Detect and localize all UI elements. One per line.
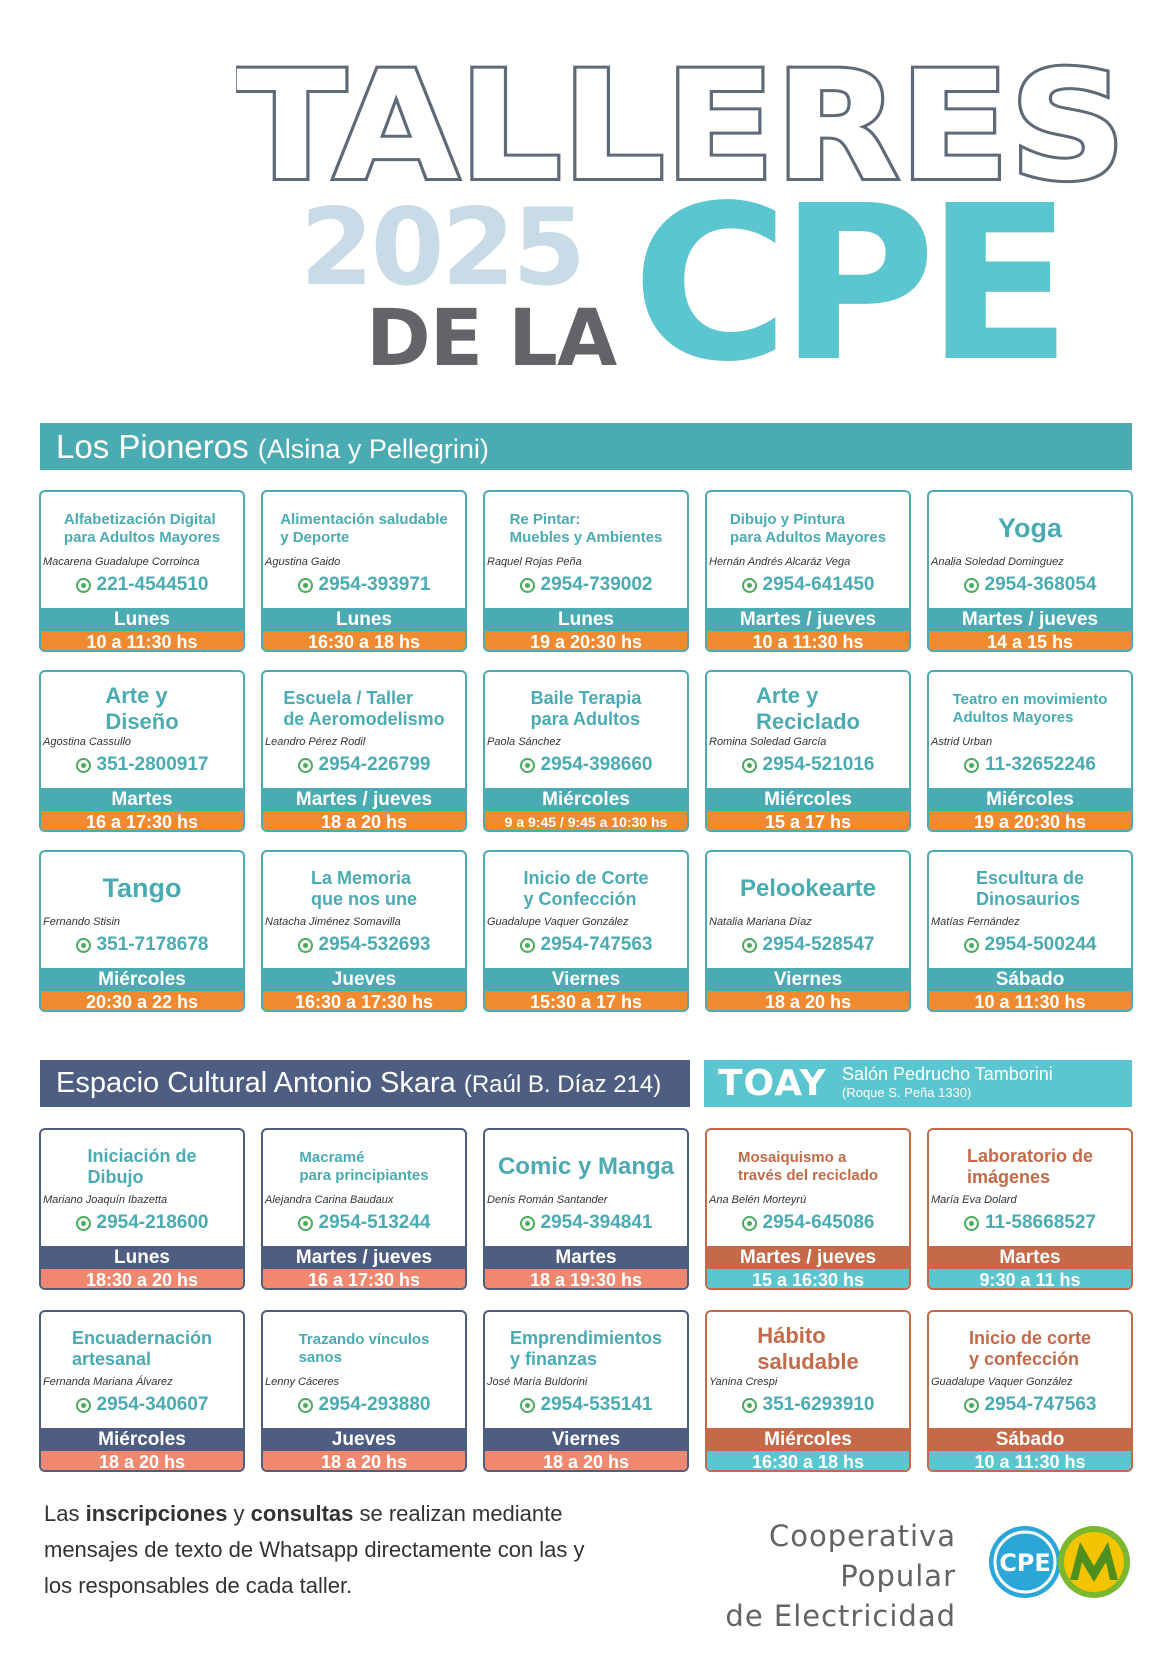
- workshop-title: [711, 684, 905, 734]
- instructor-name: Agustina Gaido: [265, 556, 341, 568]
- workshop-title-line: Muebles y Ambientes: [509, 529, 663, 546]
- workshop-card: [927, 670, 1133, 832]
- section-name: TOAY: [718, 1063, 827, 1104]
- phone-number: 351-2800917: [96, 754, 209, 775]
- whatsapp-icon: [742, 758, 757, 773]
- workshop-time: 14 a 15 hs: [929, 631, 1131, 652]
- whatsapp-phone[interactable]: [707, 574, 909, 596]
- whatsapp-phone[interactable]: [929, 1394, 1131, 1416]
- workshop-title-line: y confección: [968, 1349, 1080, 1369]
- workshop-card: [483, 1310, 689, 1472]
- workshop-card: [705, 490, 911, 652]
- workshop-time: 18 a 20 hs: [263, 811, 465, 832]
- workshop-card: [483, 670, 689, 832]
- workshop-title-line: Dinosaurios: [975, 889, 1080, 909]
- workshop-title: [45, 1324, 239, 1374]
- workshop-title: [933, 864, 1127, 914]
- workshop-title: [267, 864, 461, 914]
- workshop-day: Lunes: [41, 608, 243, 631]
- workshop-title-line: y finanzas: [509, 1349, 598, 1369]
- workshop-day: Miércoles: [485, 788, 687, 811]
- workshop-title-line: Baile Terapia: [530, 687, 642, 708]
- workshop-day: Martes: [929, 1246, 1131, 1269]
- workshop-time: 19 a 20:30 hs: [929, 811, 1131, 832]
- workshop-time: 18:30 a 20 hs: [41, 1269, 243, 1290]
- section-venue: Salón Pedrucho Tamborini: [842, 1064, 1053, 1084]
- whatsapp-phone[interactable]: [485, 754, 687, 776]
- footer-bold: consultas: [250, 1501, 354, 1526]
- phone-number: 2954-641450: [762, 574, 875, 595]
- phone-number: 2954-340607: [96, 1394, 209, 1415]
- phone-number: 11-58668527: [985, 1212, 1096, 1233]
- cooperative-m-logo-icon: [1056, 1524, 1132, 1600]
- workshop-card: [39, 1310, 245, 1472]
- workshop-card: [39, 490, 245, 652]
- workshop-card: [261, 1310, 467, 1472]
- workshop-title-line: Inicio de corte: [968, 1327, 1092, 1348]
- footer-text: Las: [44, 1501, 86, 1526]
- workshop-title: [489, 864, 683, 914]
- whatsapp-icon: [76, 578, 91, 593]
- workshop-time: 19 a 20:30 hs: [485, 631, 687, 652]
- workshop-title-line: para Adultos: [530, 709, 640, 729]
- whatsapp-phone[interactable]: [263, 754, 465, 776]
- workshop-title-line: Re Pintar:: [509, 511, 581, 529]
- workshop-time: 16:30 a 18 hs: [263, 631, 465, 652]
- workshop-day: Martes: [41, 788, 243, 811]
- workshop-title-line: que nos une: [310, 889, 417, 909]
- workshop-title-line: Tango: [102, 873, 182, 904]
- whatsapp-icon: [964, 938, 979, 953]
- whatsapp-phone[interactable]: [41, 1394, 243, 1416]
- whatsapp-phone[interactable]: [707, 934, 909, 956]
- whatsapp-icon: [76, 938, 91, 953]
- workshop-day: Lunes: [485, 608, 687, 631]
- workshop-time: 15 a 16:30 hs: [707, 1269, 909, 1290]
- workshop-time: 20:30 a 22 hs: [41, 991, 243, 1012]
- workshop-title-line: Arte y: [756, 683, 819, 709]
- section-name: Espacio Cultural Antonio Skara: [56, 1067, 456, 1099]
- workshop-day: Jueves: [263, 968, 465, 991]
- workshop-card: [927, 850, 1133, 1012]
- footer-note: [44, 1496, 604, 1604]
- workshop-card: [483, 850, 689, 1012]
- workshop-title-line: Alfabetización Digital: [63, 511, 216, 529]
- whatsapp-phone[interactable]: [41, 1212, 243, 1234]
- whatsapp-phone[interactable]: [707, 754, 909, 776]
- workshop-title-line: artesanal: [71, 1349, 152, 1369]
- workshop-day: Martes / jueves: [263, 1246, 465, 1269]
- whatsapp-phone[interactable]: [41, 934, 243, 956]
- whatsapp-phone[interactable]: [707, 1394, 909, 1416]
- whatsapp-icon: [742, 578, 757, 593]
- workshop-title: [45, 684, 239, 734]
- whatsapp-icon: [76, 758, 91, 773]
- workshop-title-line: para principiantes: [299, 1167, 429, 1184]
- whatsapp-icon: [520, 758, 535, 773]
- whatsapp-icon: [964, 1216, 979, 1231]
- instructor-name: Mariano Joaquín Ibazetta: [43, 1194, 168, 1206]
- workshop-title: [711, 1324, 905, 1374]
- cooperative-name: [650, 1516, 956, 1636]
- workshop-title-line: saludable: [757, 1349, 859, 1374]
- workshop-title-line: sanos: [298, 1349, 342, 1366]
- workshop-title: [933, 1142, 1127, 1192]
- workshop-title-line: Comic y Manga: [497, 1152, 675, 1180]
- whatsapp-icon: [964, 758, 979, 773]
- instructor-name: Fernando Stisin: [43, 916, 121, 928]
- workshop-title-line: La Memoria: [310, 867, 412, 888]
- workshop-title: [489, 1324, 683, 1374]
- workshop-card: [261, 490, 467, 652]
- workshop-title-line: Escuela / Taller: [283, 687, 414, 708]
- whatsapp-phone[interactable]: [41, 754, 243, 776]
- whatsapp-phone[interactable]: [41, 574, 243, 596]
- whatsapp-phone[interactable]: [263, 574, 465, 596]
- phone-number: 2954-739002: [540, 574, 653, 595]
- workshop-title-line: Emprendimientos: [509, 1327, 663, 1348]
- workshop-time: 16 a 17:30 hs: [263, 1269, 465, 1290]
- whatsapp-phone[interactable]: [929, 754, 1131, 776]
- workshop-card: [261, 1128, 467, 1290]
- workshop-title-line: Diseño: [105, 709, 179, 734]
- whatsapp-icon: [742, 938, 757, 953]
- workshop-time: 10 a 11:30 hs: [41, 631, 243, 652]
- whatsapp-icon: [964, 1398, 979, 1413]
- phone-number: 2954-394841: [540, 1212, 653, 1233]
- whatsapp-phone[interactable]: [485, 1212, 687, 1234]
- whatsapp-icon: [520, 938, 535, 953]
- workshop-title: [933, 504, 1127, 554]
- workshop-title-line: para Adultos Mayores: [63, 529, 221, 546]
- instructor-name: María Eva Dolard: [931, 1194, 1017, 1206]
- instructor-name: Yanina Crespi: [709, 1376, 778, 1388]
- workshop-day: Miércoles: [707, 1428, 909, 1451]
- workshop-time: 18 a 19:30 hs: [485, 1269, 687, 1290]
- workshop-card: [39, 850, 245, 1012]
- instructor-name: Raquel Rojas Peña: [487, 556, 582, 568]
- workshop-day: Viernes: [485, 1428, 687, 1451]
- workshop-card: [927, 1310, 1133, 1472]
- workshop-time: 18 a 20 hs: [707, 991, 909, 1012]
- workshop-day: Miércoles: [707, 788, 909, 811]
- section-address: (Alsina y Pellegrini): [257, 434, 489, 464]
- instructor-name: Romina Soledad García: [709, 736, 827, 748]
- whatsapp-phone[interactable]: [485, 1394, 687, 1416]
- workshop-time: 15:30 a 17 hs: [485, 991, 687, 1012]
- workshop-day: Miércoles: [41, 968, 243, 991]
- whatsapp-phone[interactable]: [707, 1212, 909, 1234]
- whatsapp-phone[interactable]: [929, 934, 1131, 956]
- instructor-name: Paola Sánchez: [487, 736, 561, 748]
- instructor-name: Matías Fernández: [931, 916, 1020, 928]
- phone-number: 2954-226799: [318, 754, 431, 775]
- workshop-day: Martes / jueves: [707, 608, 909, 631]
- workshop-title: [933, 1324, 1127, 1374]
- whatsapp-phone[interactable]: [485, 934, 687, 956]
- instructor-name: Lenny Cáceres: [265, 1376, 339, 1388]
- phone-number: 2954-398660: [540, 754, 653, 775]
- workshop-time: 18 a 20 hs: [41, 1451, 243, 1472]
- title-talleres-text: TALLERES: [236, 40, 1126, 213]
- instructor-name: Leandro Pérez Rodil: [265, 736, 366, 748]
- workshop-card: [483, 490, 689, 652]
- workshop-title-line: Hábito: [757, 1323, 826, 1349]
- phone-number: 2954-500244: [984, 934, 1097, 955]
- workshop-title-line: de Aeromodelismo: [283, 709, 445, 729]
- workshop-day: Viernes: [707, 968, 909, 991]
- cooperative-line-2: de Electricidad: [725, 1599, 956, 1633]
- phone-number: 351-6293910: [762, 1394, 875, 1415]
- section-bar-los-pioneros: [40, 423, 1132, 470]
- workshop-title-line: Iniciación de: [87, 1145, 197, 1166]
- workshop-title-line: Teatro en movimiento: [952, 691, 1108, 709]
- whatsapp-icon: [76, 1398, 91, 1413]
- workshop-title: [489, 504, 683, 554]
- cooperative-line-1: Cooperativa Popular: [768, 1519, 956, 1593]
- workshop-day: Miércoles: [41, 1428, 243, 1451]
- workshop-title: [267, 1142, 461, 1192]
- phone-number: 2954-293880: [318, 1394, 431, 1415]
- workshop-day: Martes / jueves: [929, 608, 1131, 631]
- instructor-name: Natacha Jiménez Somavilla: [265, 916, 401, 928]
- workshop-time: 9:30 a 11 hs: [929, 1269, 1131, 1290]
- section-address: (Roque S. Peña 1330): [842, 1085, 972, 1100]
- footer-bold: inscripciones: [85, 1501, 228, 1526]
- workshop-title-line: Pelookearte: [739, 874, 877, 902]
- phone-number: 2954-513244: [318, 1212, 431, 1233]
- phone-number: 2954-747563: [540, 934, 653, 955]
- phone-number: 2954-218600: [96, 1212, 209, 1233]
- workshop-time: 18 a 20 hs: [263, 1451, 465, 1472]
- workshop-card: [39, 1128, 245, 1290]
- workshop-title-line: Escultura de: [975, 867, 1085, 888]
- title-de-la: DE LA: [366, 294, 617, 384]
- workshop-time: 9 a 9:45 / 9:45 a 10:30 hs: [485, 811, 687, 832]
- logo-text: CPE: [999, 1549, 1051, 1577]
- workshop-title-line: Macramé: [299, 1149, 365, 1167]
- phone-number: 2954-521016: [762, 754, 875, 775]
- workshop-card: [927, 490, 1133, 652]
- instructor-name: Natalia Mariana Díaz: [709, 916, 812, 928]
- cpe-logo-icon: [987, 1524, 1063, 1600]
- workshop-card: [705, 1310, 911, 1472]
- workshop-day: Jueves: [263, 1428, 465, 1451]
- whatsapp-phone[interactable]: [263, 1394, 465, 1416]
- phone-number: 2954-368054: [984, 574, 1097, 595]
- instructor-name: Analia Soledad Dominguez: [931, 556, 1064, 568]
- workshop-time: 15 a 17 hs: [707, 811, 909, 832]
- workshop-card: [483, 1128, 689, 1290]
- workshop-title-line: Encuadernación: [71, 1327, 213, 1348]
- whatsapp-icon: [742, 1398, 757, 1413]
- workshop-title-line: Adultos Mayores: [952, 709, 1074, 726]
- phone-number: 2954-747563: [984, 1394, 1097, 1415]
- workshop-title: [267, 1324, 461, 1374]
- whatsapp-icon: [298, 1398, 313, 1413]
- whatsapp-icon: [520, 1216, 535, 1231]
- workshop-title-line: Dibujo: [87, 1167, 144, 1187]
- workshop-title-line: Trazando vínculos: [298, 1331, 430, 1349]
- whatsapp-icon: [964, 578, 979, 593]
- workshop-day: Sábado: [929, 1428, 1131, 1451]
- workshop-title-line: y Confección: [523, 889, 637, 909]
- workshop-card: [261, 850, 467, 1012]
- workshop-card: [705, 670, 911, 832]
- phone-number: 2954-532693: [318, 934, 431, 955]
- section-bar-toay: [704, 1060, 1132, 1107]
- whatsapp-icon: [742, 1216, 757, 1231]
- instructor-name: Hernán Andrés Alcaráz Vega: [709, 556, 851, 568]
- whatsapp-icon: [298, 578, 313, 593]
- workshop-card: [705, 850, 911, 1012]
- workshop-time: 16:30 a 17:30 hs: [263, 991, 465, 1012]
- workshop-title: [711, 864, 905, 914]
- workshop-title-line: Inicio de Corte: [523, 867, 649, 888]
- workshop-title: [489, 684, 683, 734]
- workshop-title: [933, 684, 1127, 734]
- workshop-card: [927, 1128, 1133, 1290]
- workshop-title-line: para Adultos Mayores: [729, 529, 887, 546]
- workshop-title: [45, 1142, 239, 1192]
- workshop-day: Lunes: [263, 608, 465, 631]
- workshop-title: [711, 504, 905, 554]
- workshop-title: [45, 504, 239, 554]
- workshop-title-line: imágenes: [966, 1167, 1051, 1187]
- whatsapp-icon: [298, 758, 313, 773]
- section-address: (Raúl B. Díaz 214): [463, 1071, 662, 1098]
- instructor-name: Astrid Urban: [931, 736, 993, 748]
- workshop-time: 10 a 11:30 hs: [929, 1451, 1131, 1472]
- phone-number: 2954-528547: [762, 934, 875, 955]
- whatsapp-icon: [76, 1216, 91, 1231]
- workshop-title: [267, 684, 461, 734]
- instructor-name: Agostina Cassullo: [43, 736, 132, 748]
- instructor-name: Macarena Guadalupe Corroinca: [43, 556, 200, 568]
- instructor-name: Denis Román Santander: [487, 1194, 608, 1206]
- whatsapp-phone[interactable]: [263, 1212, 465, 1234]
- whatsapp-phone[interactable]: [929, 1212, 1131, 1234]
- workshop-day: Viernes: [485, 968, 687, 991]
- instructor-name: José María Buldorini: [487, 1376, 588, 1388]
- workshop-day: Lunes: [41, 1246, 243, 1269]
- title-year: 2025: [300, 186, 584, 309]
- workshop-title-line: Laboratorio de: [966, 1145, 1093, 1166]
- workshop-title-line: Yoga: [997, 513, 1062, 544]
- phone-number: 2954-645086: [762, 1212, 875, 1233]
- whatsapp-icon: [520, 578, 535, 593]
- instructor-name: Fernanda Mariana Álvarez: [43, 1376, 173, 1388]
- instructor-name: Ana Belén Morteyrú: [709, 1194, 807, 1206]
- workshop-time: 18 a 20 hs: [485, 1451, 687, 1472]
- workshop-card: [261, 670, 467, 832]
- workshop-title: [489, 1142, 683, 1192]
- workshop-title-line: Mosaiquismo a: [737, 1149, 847, 1167]
- phone-number: 2954-393971: [318, 574, 431, 595]
- workshop-day: Miércoles: [929, 788, 1131, 811]
- phone-number: 2954-535141: [540, 1394, 653, 1415]
- workshop-card: [39, 670, 245, 832]
- workshop-day: Martes: [485, 1246, 687, 1269]
- whatsapp-phone[interactable]: [929, 574, 1131, 596]
- workshop-card: [705, 1128, 911, 1290]
- section-name: Los Pioneros: [56, 428, 249, 465]
- whatsapp-phone[interactable]: [263, 934, 465, 956]
- workshop-time: 16:30 a 18 hs: [707, 1451, 909, 1472]
- workshop-time: 10 a 11:30 hs: [707, 631, 909, 652]
- instructor-name: Guadalupe Vaquer González: [487, 916, 629, 928]
- phone-number: 221-4544510: [96, 574, 209, 595]
- workshop-title-line: Arte y: [105, 683, 168, 709]
- workshop-title-line: Dibujo y Pintura: [729, 511, 845, 529]
- phone-number: 11-32652246: [985, 754, 1096, 775]
- workshop-title: [711, 1142, 905, 1192]
- instructor-name: Alejandra Carina Baudaux: [265, 1194, 394, 1206]
- whatsapp-icon: [298, 1216, 313, 1231]
- instructor-name: Guadalupe Vaquer González: [931, 1376, 1073, 1388]
- workshop-title: [45, 864, 239, 914]
- workshop-time: 10 a 11:30 hs: [929, 991, 1131, 1012]
- workshop-title-line: Alimentación saludable: [280, 511, 448, 529]
- footer-text: se realizan mediante mensajes de texto de Whatsapp directamente con las y los responsables de cada taller.: [44, 1501, 585, 1598]
- workshop-title-line: y Deporte: [280, 529, 350, 546]
- whatsapp-phone[interactable]: [485, 574, 687, 596]
- workshop-title-line: Reciclado: [756, 709, 860, 734]
- workshop-time: 16 a 17:30 hs: [41, 811, 243, 832]
- workshop-day: Martes / jueves: [707, 1246, 909, 1269]
- whatsapp-icon: [520, 1398, 535, 1413]
- workshop-day: Sábado: [929, 968, 1131, 991]
- section-bar-espacio-cultural: [40, 1060, 690, 1107]
- workshop-title-line: través del reciclado: [737, 1167, 879, 1184]
- footer-text: y: [227, 1501, 251, 1526]
- whatsapp-icon: [298, 938, 313, 953]
- title-cpe: CPE: [632, 160, 1063, 409]
- workshop-day: Martes / jueves: [263, 788, 465, 811]
- phone-number: 351-7178678: [96, 934, 209, 955]
- workshop-title: [267, 504, 461, 554]
